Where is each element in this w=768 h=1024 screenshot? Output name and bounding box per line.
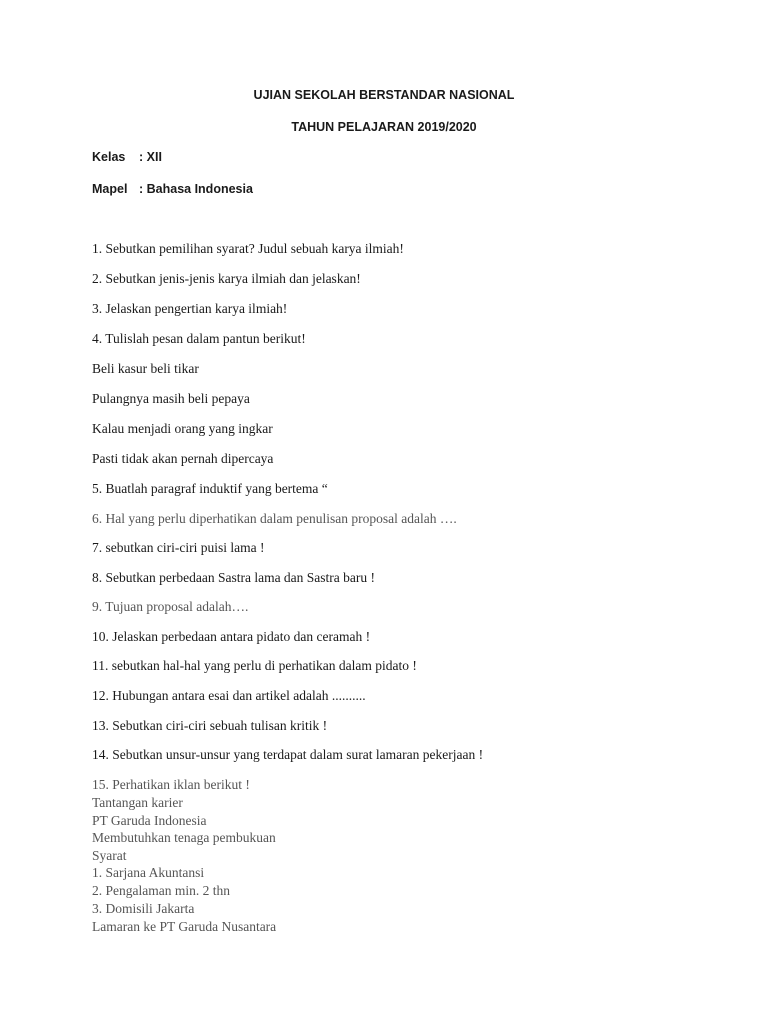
pantun-line-4: Pasti tidak akan pernah dipercaya [92,451,274,466]
iklan-line-6: 2. Pengalaman min. 2 thn [92,883,230,898]
question-13: 13. Sebutkan ciri-ciri sebuah tulisan kritik ! [92,718,328,733]
question-7: 7. sebutkan ciri-ciri puisi lama ! [92,540,265,555]
iklan-line-4: Syarat [92,848,127,863]
question-11: 11. sebutkan hal-hal yang perlu di perhatikan dalam pidato ! [92,658,417,673]
question-4: 4. Tulislah pesan dalam pantun berikut! [92,331,306,346]
iklan-line-7: 3. Domisili Jakarta [92,901,195,916]
iklan-line-5: 1. Sarjana Akuntansi [92,865,205,880]
kelas-label: Kelas [92,150,126,164]
iklan-line-1: Tantangan karier [92,795,183,810]
iklan-line-8: Lamaran ke PT Garuda Nusantara [92,919,277,934]
mapel-value: : Bahasa Indonesia [139,182,253,196]
pantun-line-3: Kalau menjadi orang yang ingkar [92,421,273,436]
academic-year: TAHUN PELAJARAN 2019/2020 [291,120,477,134]
question-3: 3. Jelaskan pengertian karya ilmiah! [92,301,288,316]
question-1: 1. Sebutkan pemilihan syarat? Judul sebuah karya ilmiah! [92,241,404,256]
mapel-row [92,182,253,196]
pantun-line-1: Beli kasur beli tikar [92,361,199,376]
exam-title: UJIAN SEKOLAH BERSTANDAR NASIONAL [253,88,515,102]
pantun-line-2: Pulangnya masih beli pepaya [92,391,250,406]
question-9: 9. Tujuan proposal adalah…. [92,599,249,614]
question-12: 12. Hubungan antara esai dan artikel adalah .......... [92,688,366,703]
question-8: 8. Sebutkan perbedaan Sastra lama dan Sastra baru ! [92,570,376,585]
question-15: 15. Perhatikan iklan berikut ! [92,777,250,792]
mapel-label: Mapel [92,182,128,196]
question-2: 2. Sebutkan jenis-jenis karya ilmiah dan jelaskan! [92,271,361,286]
question-5: 5. Buatlah paragraf induktif yang bertema “ [92,481,328,496]
kelas-value: : XII [139,150,162,164]
iklan-line-3: Membutuhkan tenaga pembukuan [92,830,276,845]
question-6: 6. Hal yang perlu diperhatikan dalam penulisan proposal adalah …. [92,511,457,526]
kelas-row [92,150,162,164]
question-10: 10. Jelaskan perbedaan antara pidato dan ceramah ! [92,629,371,644]
iklan-line-2: PT Garuda Indonesia [92,813,207,828]
question-14: 14. Sebutkan unsur-unsur yang terdapat dalam surat lamaran pekerjaan ! [92,747,484,762]
